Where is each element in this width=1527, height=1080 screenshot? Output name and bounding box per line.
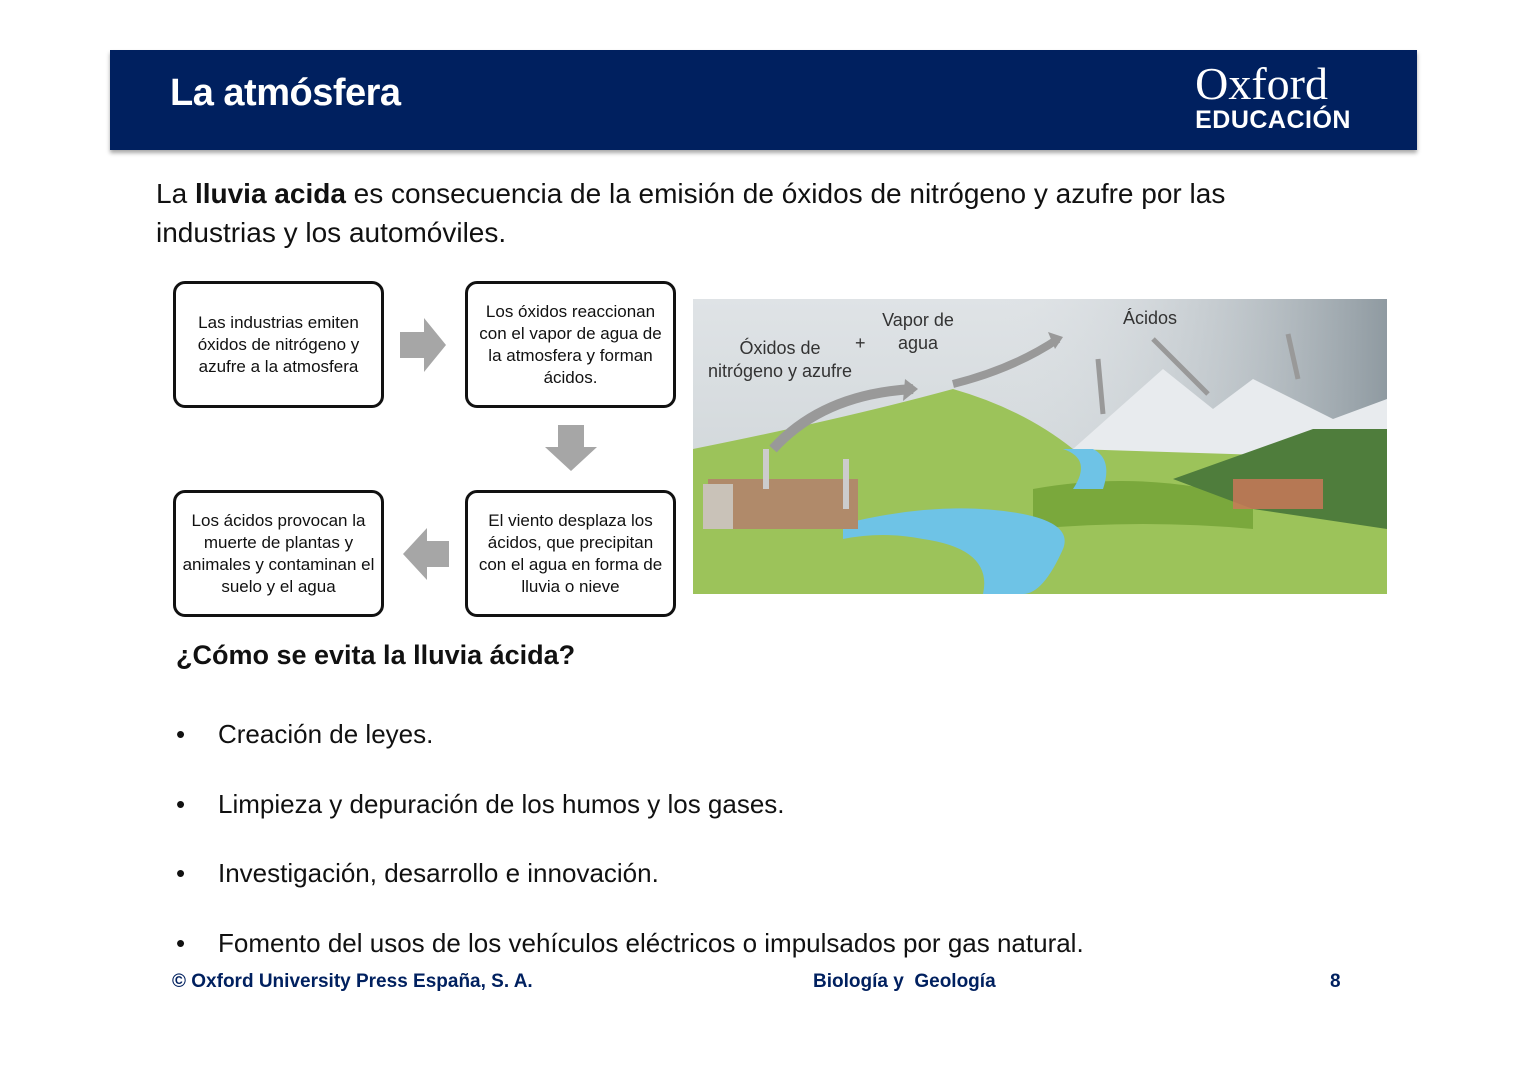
bullet-dot: • <box>176 928 186 958</box>
arrow-right-icon <box>400 318 446 372</box>
flow-step-2: Los óxidos reaccionan con el vapor de agua de la atmosfera y forman ácidos. <box>465 281 676 408</box>
bullet-dot: • <box>176 858 186 888</box>
bullet-item <box>176 789 785 820</box>
bullet-dot: • <box>176 719 186 749</box>
footer-subject: Biología y Geología <box>813 971 996 992</box>
slide-title: La atmósfera <box>170 72 401 114</box>
bullet-item <box>176 928 1084 959</box>
bullet-dot: • <box>176 789 186 819</box>
intro-bold: lluvia acida <box>194 178 346 209</box>
bullet-text: Fomento del usos de los vehículos eléctricos o impulsados por gas natural. <box>218 928 1084 958</box>
bullet-text: Creación de leyes. <box>218 719 434 749</box>
label-plus: + <box>855 333 866 353</box>
label-oxides: Óxidos de nitrógeno y azufre <box>707 338 853 381</box>
flow-step-4: Los ácidos provocan la muerte de plantas y animales y contaminan el suelo y el agua <box>173 490 384 617</box>
logo-oxford: Oxford <box>1195 58 1328 109</box>
flow-step-3: El viento desplaza los ácidos, que precipitan con el agua en forma de lluvia o nieve <box>465 490 676 617</box>
footer-copyright: © Oxford University Press España, S. A. <box>172 971 533 992</box>
logo-educacion: EDUCACIÓN <box>1195 106 1351 134</box>
label-acids: Ácidos <box>1123 308 1178 328</box>
slide-header <box>110 50 1417 150</box>
intro-post: es consecuencia de la emisión de óxidos de nitrógeno y azufre por las industrias y los automóviles. <box>156 178 1226 248</box>
label-vapor: Vapor de agua <box>882 310 954 353</box>
bullet-item <box>176 858 659 889</box>
question-heading: ¿Cómo se evita la lluvia ácida? <box>176 640 576 670</box>
oxford-logo <box>1195 58 1351 134</box>
acid-rain-illustration <box>693 299 1387 594</box>
bullet-text: Investigación, desarrollo e innovación. <box>218 858 659 888</box>
arrow-left-icon <box>403 528 449 580</box>
intro-text <box>156 174 1316 252</box>
flow-step-1: Las industrias emiten óxidos de nitrógeno y azufre a la atmosfera <box>173 281 384 408</box>
page-number: 8 <box>1330 971 1341 992</box>
intro-pre: La <box>156 178 195 209</box>
arrow-down-icon <box>545 425 597 471</box>
bullet-text: Limpieza y depuración de los humos y los gases. <box>218 789 785 819</box>
bullet-item <box>176 719 433 750</box>
